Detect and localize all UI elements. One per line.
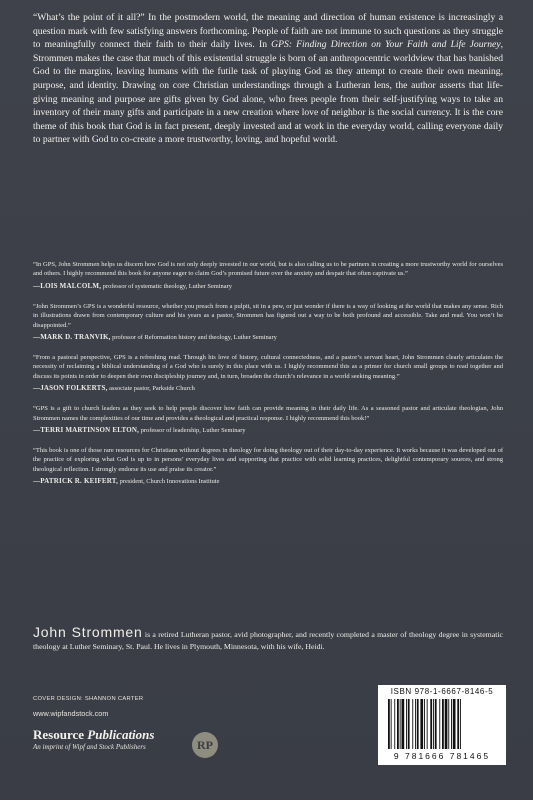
endorsement	[33, 353, 503, 394]
publisher-block	[33, 727, 154, 752]
endorser-name: —JASON FOLKERTS,	[33, 384, 108, 393]
endorsement	[33, 302, 503, 343]
author-name: John Strommen	[33, 624, 143, 640]
endorser-title: professor of leadership, Luther Seminary	[140, 427, 246, 435]
endorsement-quote: “GPS is a gift to church leaders as they seek to help people discover how faith can provide meaning in their daily life. As a seasoned pastor and articulate theologian, John Strommen names the complexities of our time and provides a theological and practical response. I highly recommend this book!”	[33, 405, 503, 422]
endorser-title: president, Church Innovations Institute	[119, 478, 220, 486]
endorsement-quote: “John Strommen’s GPS is a wonderful resource, whether you preach from a pulpit, sit in a pew, or just wonder if there is a way of looking at the world that makes any sense. Rich in illustrations drawn from contemporary culture and his years as a pastor, Strommen has figured out a way to be both profound and accessible. Take and read. You won’t be disappointed.”	[33, 302, 503, 329]
endorsement-quote: “This book is one of those rare resources for Christians without degrees in theology for doing theology out of their day-to-day experience. It works because it was developed out of the practice of exploring what God is up to in persons’ everyday lives and supporting that practice with solid learning practices, delightful contemporary sources, and strong theological reflection. I strongly endorse its use and praise its creator.”	[33, 447, 503, 473]
endorser-title: professor of Reformation history and theology, Luther Seminary	[112, 334, 277, 342]
description-text-2: , Strommen makes the case that much of this existential struggle is born of an anthropocentric worldview that has banished God to the margins, leaving humans with the futile task of playing God as they attempt to create their own meaning, purpose, and identity. Drawing on core Christian understandings through a Lutheran lens, the author asserts that life-giving meaning and purpose are gifts given by God alone, who frees people from their self-justifying ways to take an inventory of their many gifts and participate in a new creation where love of neighbor is the social currency. It is the core theme of this book that God is in fact present, deeply invested and at work in the everyday world, calling everyone daily to partner with God to co-create a more trustworthy, loving, and hopeful world.	[33, 39, 503, 146]
endorsement	[33, 446, 503, 487]
bio-text: is a retired Lutheran pastor, avid photographer, and recently completed a master of theology degree in systematic theology at Luther Seminary, St. Paul. He lives in Plymouth, Minnesota, with his wife, Heidi.	[33, 630, 503, 651]
endorsement	[33, 260, 503, 292]
isbn-label: ISBN 978-1-6667-8146-5	[390, 687, 494, 696]
barcode-number: 9 781666 781465	[393, 751, 491, 761]
endorser-name: —LOIS MALCOLM,	[33, 281, 102, 290]
barcode-bars-icon	[388, 699, 496, 749]
endorser-name: —TERRI MARTINSON ELTON,	[33, 426, 140, 435]
endorsement-quote: “In GPS, John Strommen helps us discern how God is not only deeply invested in our world, but is also calling us to be partners in creating a more trustworthy world for ourselves and others. I highly recommend this book for anyone eager to claim God’s promised future over the anxiety and despair that often captivate us.”	[33, 261, 503, 278]
book-description	[33, 11, 503, 147]
publisher-logo: RP	[192, 732, 218, 758]
publisher-imprint: An imprint of Wipf and Stock Publishers	[33, 743, 146, 751]
endorsement-quote: “From a pastoral perspective, GPS is a refreshing read. Through his love of history, cultural connectedness, and a pastor’s servant heart, John Strommen clearly articulates the necessity of reclaiming a biblical understanding of a God who is surely in this place with us. I highly recommend this as a primer for church small groups to read together and discuss its points in order to deepen their own discipleship journey and, in turn, broaden the church’s relevance in a world seeking meaning.”	[33, 354, 503, 380]
description-text-1: “What’s the point of it all?” In the postmodern world, the meaning and direction of human existence is increasingly a question mark with few satisfying answers forthcoming. People of faith are not immune to such questions as they struggle to meaningfully connect their faith to their daily lives. In	[33, 12, 503, 51]
book-title: GPS: Finding Direction on Your Faith and Life Journey	[271, 39, 501, 51]
cover-design-credit: COVER DESIGN: SHANNON CARTER	[33, 696, 144, 702]
author-bio	[33, 624, 503, 652]
endorser-name: —MARK D. TRANVIK,	[33, 333, 111, 342]
endorser-name: —PATRICK R. KEIFERT,	[33, 477, 119, 486]
endorser-title: professor of systematic theology, Luther Seminary	[102, 282, 232, 290]
barcode	[378, 685, 506, 765]
publisher-name: Resource Publications	[33, 727, 155, 742]
publisher-website: www.wipfandstock.com	[33, 709, 109, 718]
endorser-title: associate pastor, Parkside Church	[109, 385, 195, 393]
endorsements	[33, 260, 503, 497]
endorsement	[33, 404, 503, 436]
